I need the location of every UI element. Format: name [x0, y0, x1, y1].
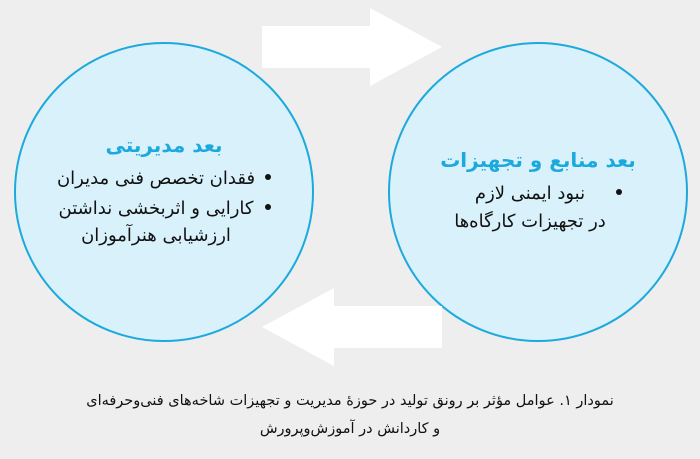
list-item-line1: نبود ایمنی لازم: [474, 182, 586, 204]
figure-caption: [0, 388, 700, 443]
list-item: [57, 165, 271, 193]
arrow-right-icon: [262, 8, 442, 86]
list-item-line1: کارایی و اثربخشی نداشتن: [58, 197, 254, 219]
arrow-left-icon: [262, 288, 442, 366]
list-item-line2: ارزشیابی هنرآموزان: [81, 225, 231, 247]
bullet-dot-icon: [265, 174, 271, 180]
list-item-line2: در تجهیزات کارگاه‌ها: [454, 210, 606, 232]
bullet-dot-icon: [616, 189, 622, 195]
list-item-line1: فقدان تخصص فنی مدیران: [56, 167, 256, 189]
caption-line-2: و کاردانش در آموزش‌وپرورش: [259, 420, 441, 437]
list-item: [454, 180, 622, 236]
node-items-resources: [454, 180, 622, 238]
list-item: [57, 195, 271, 251]
node-title-management: بعد مدیریتی: [105, 132, 223, 157]
caption-line-1: نمودار ۱. عوامل مؤثر بر رونق تولید در حوزهٔ مدیریت و تجهیزات شاخه‌های فنی‌وحرفه‌ای: [86, 393, 614, 409]
node-title-resources: بعد منابع و تجهیزات: [440, 147, 636, 172]
node-items-management: [57, 165, 271, 253]
bullet-dot-icon: [265, 204, 271, 210]
